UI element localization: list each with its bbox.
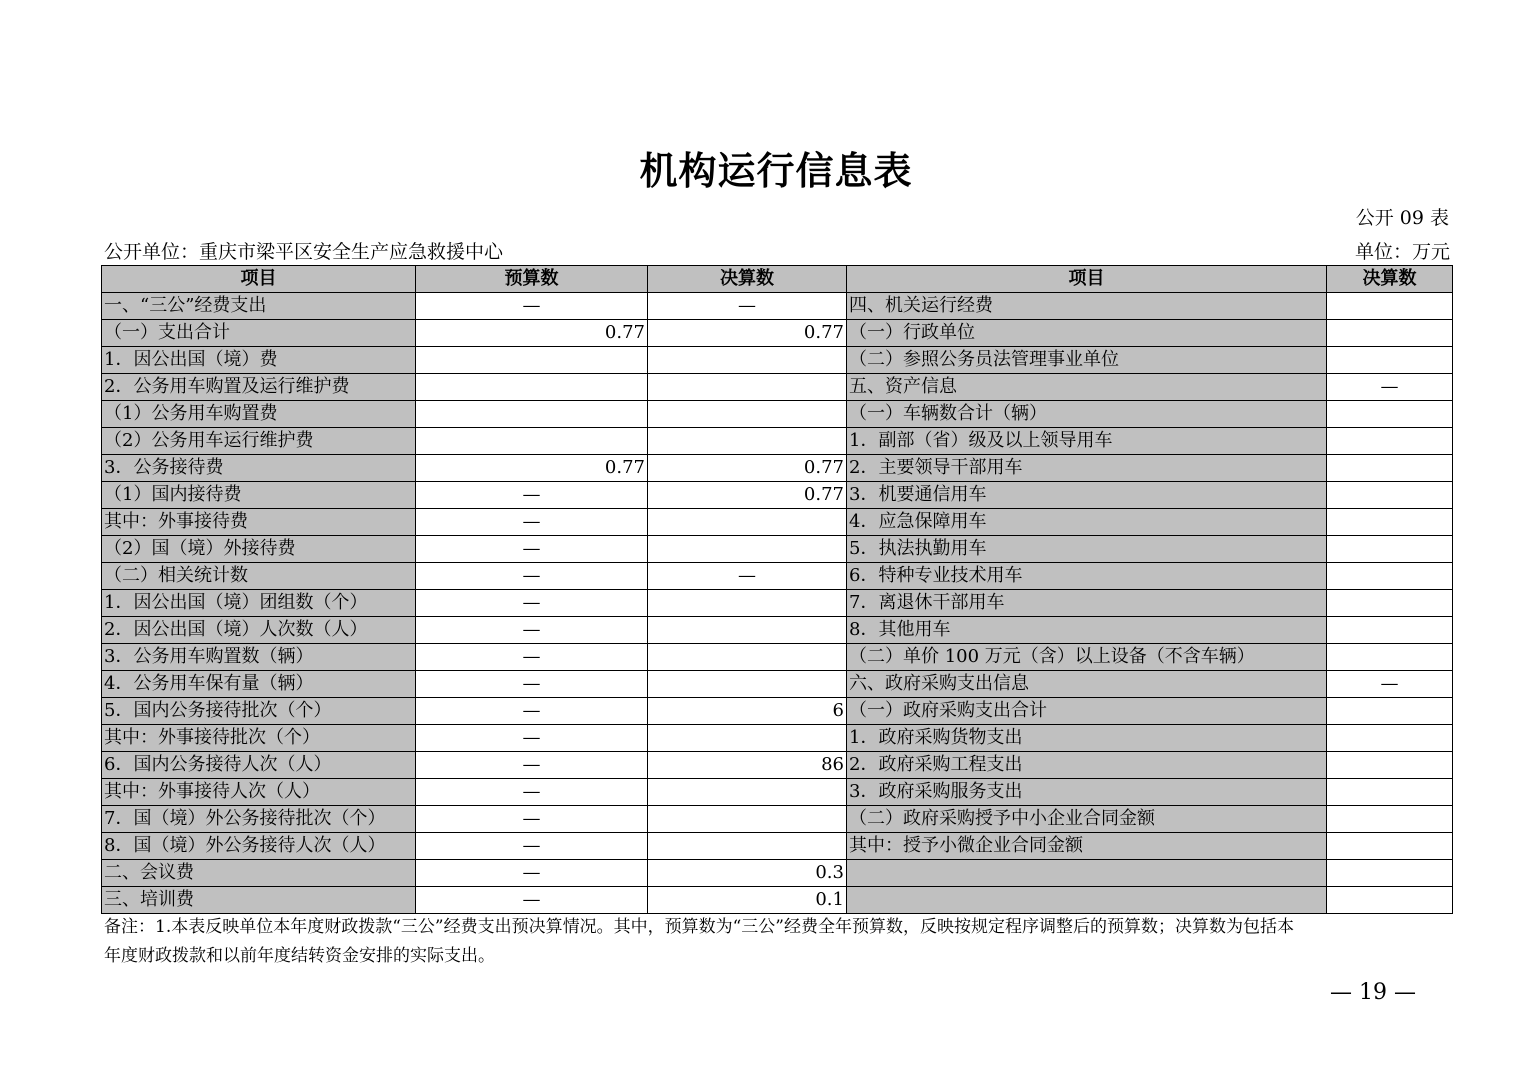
row-final-value (648, 644, 847, 671)
row-item-left: 1．因公出国（境）团组数（个） (102, 590, 416, 617)
row-item-left: 6．国内公务接待人次（人） (102, 752, 416, 779)
table-row (102, 482, 1453, 509)
row-budget-value: — (416, 806, 648, 833)
row-item-right (847, 887, 1327, 914)
row-item-left: 2．因公出国（境）人次数（人） (102, 617, 416, 644)
row-item-right: 6．特种专业技术用车 (847, 563, 1327, 590)
row-budget-value: 0.77 (416, 455, 648, 482)
info-table (101, 265, 1453, 914)
row-item-left: 其中：外事接待批次（个） (102, 725, 416, 752)
row-budget-value: — (416, 887, 648, 914)
row-item-left: 三、培训费 (102, 887, 416, 914)
row-final-right-value (1327, 590, 1453, 617)
row-final-right-value (1327, 293, 1453, 320)
row-final-value (648, 374, 847, 401)
row-final-right-value (1327, 320, 1453, 347)
row-item-left: （二）相关统计数 (102, 563, 416, 590)
row-item-left: 其中：外事接待费 (102, 509, 416, 536)
row-item-right: 5．执法执勤用车 (847, 536, 1327, 563)
row-item-right (847, 860, 1327, 887)
row-item-left: 一、“三公”经费支出 (102, 293, 416, 320)
row-final-right-value (1327, 536, 1453, 563)
row-final-right-value (1327, 347, 1453, 374)
org-name: 公开单位：重庆市梁平区安全生产应急救援中心 (104, 241, 504, 263)
row-final-value: 0.77 (648, 320, 847, 347)
row-item-left: （2）公务用车运行维护费 (102, 428, 416, 455)
form-number: 公开 09 表 (1355, 207, 1449, 229)
header-item-left: 项目 (102, 266, 416, 293)
row-item-right: （二）政府采购授予中小企业合同金额 (847, 806, 1327, 833)
table-row (102, 293, 1453, 320)
row-final-value (648, 428, 847, 455)
header-final-left: 决算数 (648, 266, 847, 293)
row-item-left: 其中：外事接待人次（人） (102, 779, 416, 806)
row-item-left: （1）公务用车购置费 (102, 401, 416, 428)
row-final-right-value (1327, 509, 1453, 536)
row-final-right-value (1327, 428, 1453, 455)
row-final-right-value (1327, 725, 1453, 752)
page-number: — 19 — (1330, 980, 1416, 1005)
row-final-right-value (1327, 779, 1453, 806)
table-row (102, 563, 1453, 590)
row-item-left: 7．国（境）外公务接待批次（个） (102, 806, 416, 833)
table-row (102, 428, 1453, 455)
row-final-right-value (1327, 401, 1453, 428)
row-budget-value (416, 428, 648, 455)
row-final-value (648, 536, 847, 563)
row-final-value (648, 671, 847, 698)
table-row (102, 698, 1453, 725)
row-final-right-value (1327, 806, 1453, 833)
header-item-right: 项目 (847, 266, 1327, 293)
row-budget-value: — (416, 752, 648, 779)
table-row (102, 617, 1453, 644)
table-row (102, 509, 1453, 536)
row-budget-value: — (416, 617, 648, 644)
row-budget-value: — (416, 482, 648, 509)
row-final-value (648, 347, 847, 374)
table-row (102, 347, 1453, 374)
table-row (102, 455, 1453, 482)
table-row (102, 860, 1453, 887)
header-final-right: 决算数 (1327, 266, 1453, 293)
table-row (102, 887, 1453, 914)
footnote-line-2: 年度财政拨款和以前年度结转资金安排的实际支出。 (104, 946, 495, 966)
row-final-value (648, 401, 847, 428)
row-budget-value (416, 401, 648, 428)
row-final-right-value: — (1327, 671, 1453, 698)
table-row (102, 590, 1453, 617)
row-item-left: 3．公务接待费 (102, 455, 416, 482)
row-budget-value: — (416, 671, 648, 698)
row-item-right: 3．机要通信用车 (847, 482, 1327, 509)
row-budget-value: — (416, 293, 648, 320)
table-row (102, 671, 1453, 698)
row-final-right-value (1327, 860, 1453, 887)
row-final-value (648, 833, 847, 860)
row-budget-value: — (416, 590, 648, 617)
table-header-row (102, 266, 1453, 293)
row-final-value (648, 806, 847, 833)
row-item-left: （2）国（境）外接待费 (102, 536, 416, 563)
row-final-value: 0.77 (648, 482, 847, 509)
row-final-right-value (1327, 887, 1453, 914)
row-item-left: 二、会议费 (102, 860, 416, 887)
table-row (102, 374, 1453, 401)
row-budget-value (416, 347, 648, 374)
unit-line (104, 237, 1450, 263)
row-final-value: 86 (648, 752, 847, 779)
row-budget-value: — (416, 644, 648, 671)
row-item-left: 8．国（境）外公务接待人次（人） (102, 833, 416, 860)
row-final-value: 0.3 (648, 860, 847, 887)
row-budget-value: — (416, 536, 648, 563)
table-row (102, 806, 1453, 833)
row-item-left: （1）国内接待费 (102, 482, 416, 509)
header-budget: 预算数 (416, 266, 648, 293)
row-item-left: 4．公务用车保有量（辆） (102, 671, 416, 698)
row-final-right-value: — (1327, 374, 1453, 401)
row-final-right-value (1327, 698, 1453, 725)
table-row (102, 536, 1453, 563)
row-final-right-value (1327, 563, 1453, 590)
table-row (102, 320, 1453, 347)
row-final-right-value (1327, 617, 1453, 644)
row-item-right: （一）行政单位 (847, 320, 1327, 347)
row-budget-value: — (416, 725, 648, 752)
row-item-right: 2．政府采购工程支出 (847, 752, 1327, 779)
row-budget-value: — (416, 779, 648, 806)
row-item-left: 3．公务用车购置数（辆） (102, 644, 416, 671)
row-budget-value: — (416, 563, 648, 590)
footnote (104, 913, 1434, 971)
row-item-right: 3．政府采购服务支出 (847, 779, 1327, 806)
table-row (102, 779, 1453, 806)
row-item-right: （二）单价 100 万元（含）以上设备（不含车辆） (847, 644, 1327, 671)
row-final-value: 0.77 (648, 455, 847, 482)
row-item-left: 1．因公出国（境）费 (102, 347, 416, 374)
row-final-value: 0.1 (648, 887, 847, 914)
table-row (102, 725, 1453, 752)
row-budget-value: — (416, 698, 648, 725)
row-item-right: 其中：授予小微企业合同金额 (847, 833, 1327, 860)
footnote-line-1: 备注：1.本表反映单位本年度财政拨款“三公”经费支出预决算情况。其中，预算数为“三公”经费全年预算数，反映按规定程序调整后的预算数；决算数为包括本 (104, 917, 1294, 937)
row-budget-value (416, 374, 648, 401)
row-final-value: 6 (648, 698, 847, 725)
row-budget-value: — (416, 860, 648, 887)
row-final-value: — (648, 293, 847, 320)
row-item-left: 2．公务用车购置及运行维护费 (102, 374, 416, 401)
table-row (102, 833, 1453, 860)
currency-unit: 单位：万元 (1354, 241, 1450, 263)
row-item-left: （一）支出合计 (102, 320, 416, 347)
row-item-right: （一）车辆数合计（辆） (847, 401, 1327, 428)
row-item-right: （一）政府采购支出合计 (847, 698, 1327, 725)
row-budget-value: 0.77 (416, 320, 648, 347)
row-final-value (648, 725, 847, 752)
row-item-right: （二）参照公务员法管理事业单位 (847, 347, 1327, 374)
row-budget-value: — (416, 833, 648, 860)
row-item-right: 六、政府采购支出信息 (847, 671, 1327, 698)
row-final-value (648, 590, 847, 617)
row-item-right: 五、资产信息 (847, 374, 1327, 401)
table-row (102, 401, 1453, 428)
row-item-right: 4．应急保障用车 (847, 509, 1327, 536)
row-final-right-value (1327, 833, 1453, 860)
row-final-right-value (1327, 644, 1453, 671)
row-item-right: 8．其他用车 (847, 617, 1327, 644)
table-row (102, 644, 1453, 671)
row-final-value: — (648, 563, 847, 590)
row-final-value (648, 779, 847, 806)
page-title: 机构运行信息表 (639, 148, 913, 193)
table-row (102, 752, 1453, 779)
row-final-value (648, 617, 847, 644)
row-item-right: 2．主要领导干部用车 (847, 455, 1327, 482)
row-item-left: 5．国内公务接待批次（个） (102, 698, 416, 725)
table-body (102, 293, 1453, 914)
row-budget-value: — (416, 509, 648, 536)
row-final-right-value (1327, 455, 1453, 482)
row-final-right-value (1327, 482, 1453, 509)
row-final-right-value (1327, 752, 1453, 779)
row-item-right: 7．离退休干部用车 (847, 590, 1327, 617)
row-item-right: 1．副部（省）级及以上领导用车 (847, 428, 1327, 455)
row-item-right: 四、机关运行经费 (847, 293, 1327, 320)
row-item-right: 1．政府采购货物支出 (847, 725, 1327, 752)
row-final-value (648, 509, 847, 536)
